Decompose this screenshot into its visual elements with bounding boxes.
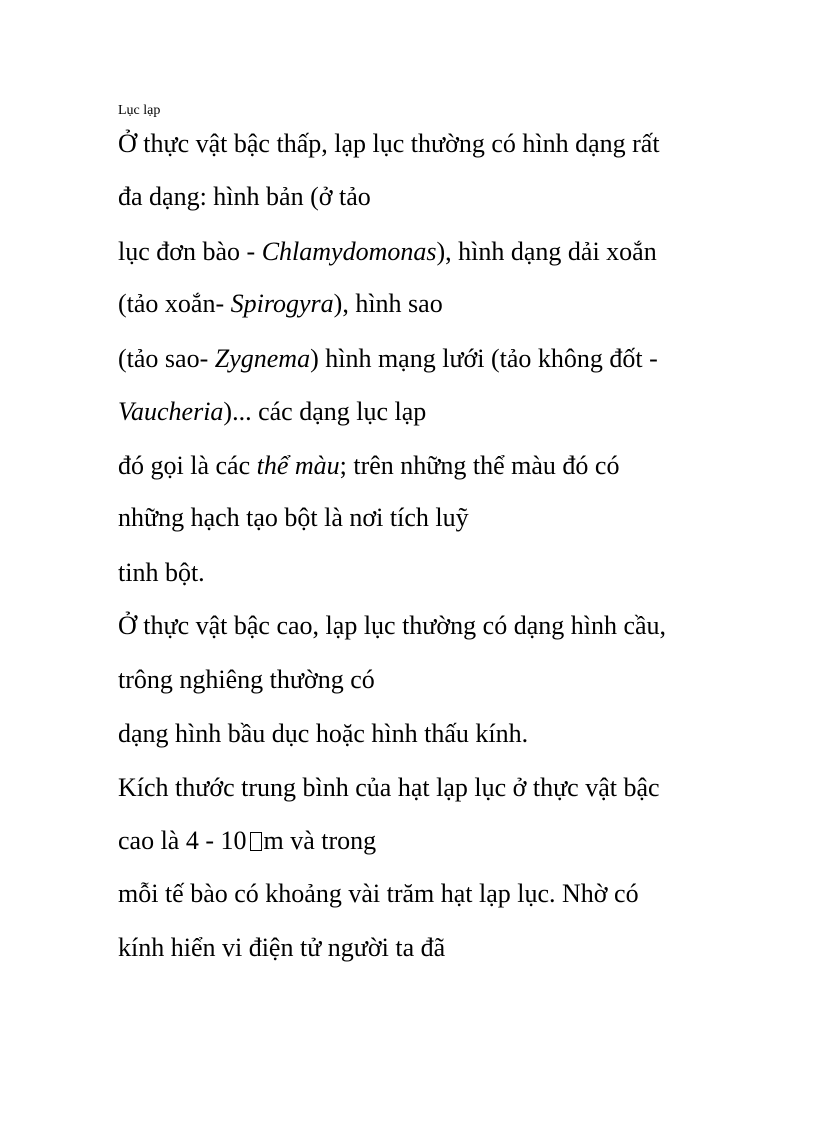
text-segment: đa dạng: hình bản (ở tảo <box>118 182 371 211</box>
text-segment: những hạch tạo bột là nơi tích luỹ <box>118 503 469 532</box>
text-line-16 <box>118 932 445 964</box>
term-the-mau: thể màu <box>256 451 340 480</box>
text-line-2 <box>118 181 371 213</box>
text-line-6 <box>118 396 426 428</box>
text-segment: )... các dạng lục lạp <box>223 397 427 426</box>
text-line-13 <box>118 772 660 804</box>
text-segment: Kích thước trung bình của hạt lạp lục ở thực vật bậc <box>118 773 660 802</box>
text-line-1 <box>118 128 660 160</box>
text-line-15 <box>118 878 639 910</box>
text-segment: (tảo sao- <box>118 344 215 373</box>
text-line-9 <box>118 557 205 589</box>
text-line-8 <box>118 502 469 534</box>
species-name-spirogyra: Spirogyra <box>230 289 334 318</box>
text-line-10 <box>118 610 666 642</box>
text-segment: mỗi tế bào có khoảng vài trăm hạt lạp lục. Nhờ có <box>118 879 639 908</box>
text-segment: lục đơn bào - <box>118 237 262 266</box>
text-segment: ; trên những thể màu đó có <box>339 451 620 480</box>
text-line-12 <box>118 718 528 750</box>
text-segment: Ở thực vật bậc thấp, lạp lục thường có hình dạng rất <box>118 129 660 158</box>
text-segment: trông nghiêng thường có <box>118 665 375 694</box>
text-segment: m và trong <box>263 826 377 855</box>
missing-glyph-icon <box>250 832 262 851</box>
section-heading: Lục lạp <box>118 103 161 118</box>
species-name-chlamydomonas: Chlamydomonas <box>261 237 437 266</box>
text-segment: cao là 4 - 10 <box>118 826 247 855</box>
text-segment: đó gọi là các <box>118 451 257 480</box>
text-segment: Ở thực vật bậc cao, lạp lục thường có dạng hình cầu, <box>118 611 667 640</box>
text-line-5 <box>118 343 658 375</box>
species-name-zygnema: Zygnema <box>214 344 311 373</box>
text-segment: dạng hình bầu dục hoặc hình thấu kính. <box>118 719 529 748</box>
text-line-7 <box>118 450 619 482</box>
text-line-3 <box>118 236 657 268</box>
text-segment: (tảo xoắn- <box>118 289 231 318</box>
text-line-4 <box>118 288 443 320</box>
text-segment: ) hình mạng lưới (tảo không đốt - <box>310 344 658 373</box>
text-segment: tinh bột. <box>118 558 205 587</box>
text-line-11 <box>118 664 375 696</box>
text-segment: kính hiển vi điện tử người ta đã <box>118 933 446 962</box>
text-segment: ), hình sao <box>333 289 443 318</box>
species-name-vaucheria: Vaucheria <box>118 397 224 426</box>
text-segment: ), hình dạng dải xoắn <box>436 237 657 266</box>
text-line-14 <box>118 825 376 857</box>
